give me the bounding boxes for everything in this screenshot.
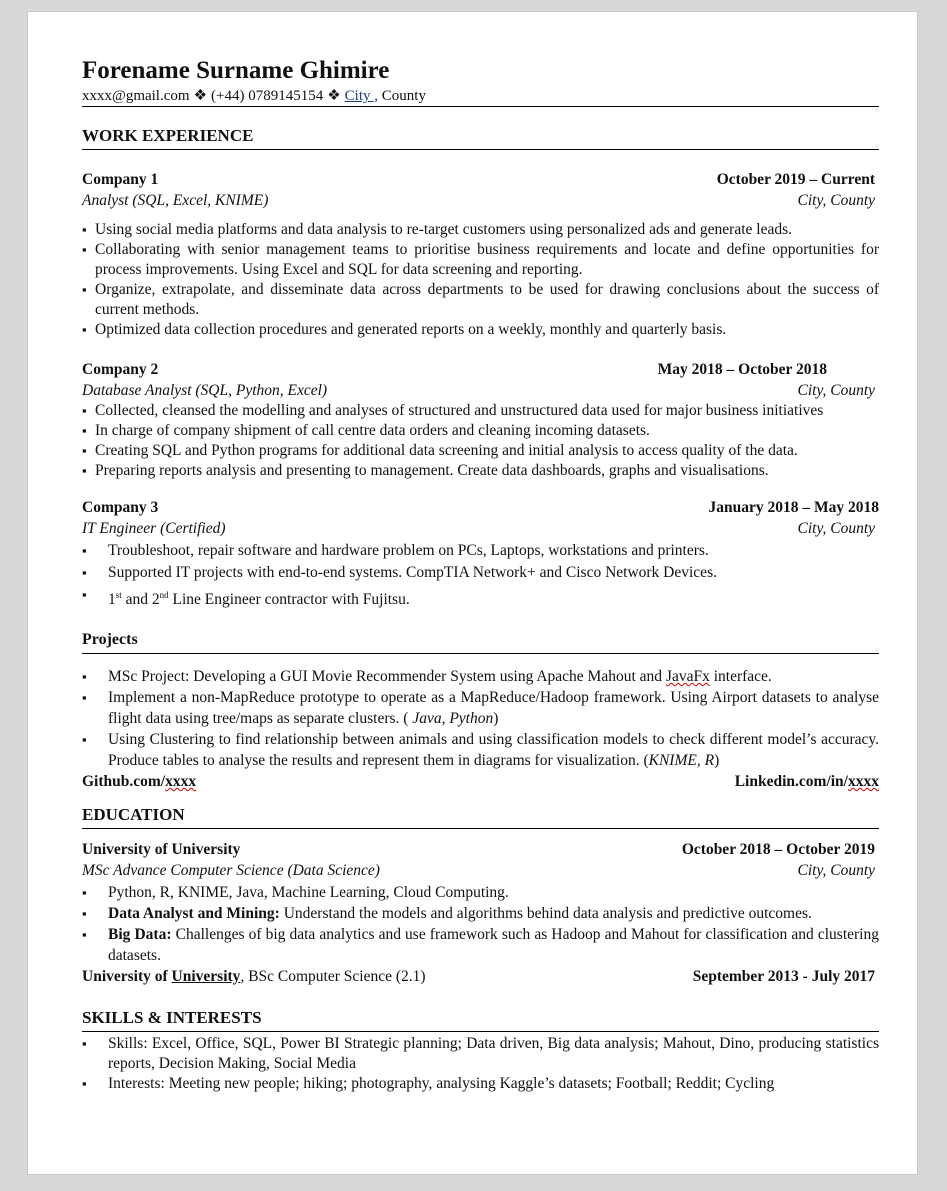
skills-list bbox=[82, 1034, 879, 1094]
education-dates: October 2018 – October 2019 bbox=[681, 841, 875, 859]
job-role: Database Analyst (SQL, Python, Excel) bbox=[82, 382, 328, 399]
job-subheader bbox=[82, 518, 879, 539]
list-item: ▪ Optimized data collection procedures and generated reports on a weekly, monthly and quarterly basis. bbox=[82, 320, 879, 340]
job-location: City, County bbox=[797, 382, 875, 399]
list-item: ▪ Collected, cleansed the modelling and analyses of structured and unstructured data used for major business initiatives bbox=[82, 401, 879, 421]
job-subheader bbox=[82, 190, 879, 211]
separator-icon: ❖ bbox=[327, 88, 341, 104]
ordinal: 1 bbox=[108, 591, 116, 609]
job-header bbox=[82, 497, 879, 518]
university-name: University of University bbox=[82, 841, 241, 859]
list-item bbox=[82, 729, 879, 771]
list-item: ▪ In charge of company shipment of call centre data orders and cleaning incoming datasets. bbox=[82, 421, 879, 441]
phone: (+44) 0789145154 bbox=[211, 88, 324, 104]
list-item bbox=[82, 903, 879, 924]
resume-content bbox=[82, 56, 879, 1094]
list-item: ▪ Skills: Excel, Office, SQL, Power BI Strategic planning; Data driven, Big data analysis; Mahout, Dino, producing statistics reports, Decision Making, Social Media bbox=[82, 1034, 879, 1074]
separator-icon: ❖ bbox=[193, 88, 208, 104]
skills-heading: SKILLS & INTERESTS bbox=[82, 1007, 879, 1032]
job-header bbox=[82, 359, 879, 380]
job-dates: October 2019 – Current bbox=[716, 171, 875, 188]
linkedin-link[interactable]: Linkedin.com/in/xxxx bbox=[734, 773, 879, 791]
company-name: Company 1 bbox=[82, 171, 159, 188]
contact-line bbox=[82, 86, 879, 107]
projects-list bbox=[82, 666, 879, 771]
bullet-text: Using Clustering to find relationship between animals and using classification models to check different model’s accuracy. Produce tables to analyse the results and represent them in diagrams for visualization. ( bbox=[108, 731, 879, 770]
company-name: Company 3 bbox=[82, 499, 159, 516]
bullet-label: Big Data: bbox=[108, 926, 172, 944]
job-2 bbox=[82, 359, 879, 481]
list-item: ▪ Organize, extrapolate, and disseminate data across departments to be used for drawing conclusions about the success of current methods. bbox=[82, 280, 879, 320]
list-item: ▪ Preparing reports analysis and presenting to management. Create data dashboards, graphs and visualisations. bbox=[82, 461, 879, 481]
job-dates: May 2018 – October 2018 bbox=[657, 361, 827, 378]
county: County bbox=[381, 88, 426, 104]
list-item: ▪ Creating SQL and Python programs for additional data screening and initial analysis to access quality of the data. bbox=[82, 441, 879, 461]
tech-tags: KNIME, R bbox=[648, 752, 715, 770]
projects-heading: Projects bbox=[82, 629, 879, 654]
bullet-text: Line Engineer contractor with Fujitsu. bbox=[172, 591, 410, 609]
company-name: Company 2 bbox=[82, 361, 159, 378]
job-3 bbox=[82, 497, 879, 611]
list-item: ▪ Interests: Meeting new people; hiking; photography, analysing Kaggle’s datasets; Football; Reddit; Cycling bbox=[82, 1074, 879, 1094]
profile-links bbox=[82, 771, 879, 792]
work-experience-heading: WORK EXPERIENCE bbox=[82, 125, 879, 150]
job-role: IT Engineer (Certified) bbox=[82, 520, 226, 537]
bullet-label: Data Analyst and Mining: bbox=[108, 905, 280, 923]
list-item bbox=[82, 924, 879, 966]
bullet-text: ) bbox=[493, 710, 499, 728]
list-item: ▪ Supported IT projects with end-to-end systems. CompTIA Network+ and Cisco Network Devices. bbox=[82, 562, 879, 584]
email[interactable]: xxxx@gmail.com bbox=[82, 88, 190, 104]
candidate-name: Forename Surname Ghimire bbox=[82, 57, 390, 84]
bullet-text: interface. bbox=[709, 668, 772, 686]
job-role: Analyst (SQL, Excel, KNIME) bbox=[82, 192, 269, 209]
list-item: ▪ Using social media platforms and data analysis to re-target customers using personalized ads and generate leads. bbox=[82, 220, 879, 240]
ordinal-suffix: nd bbox=[159, 590, 169, 600]
city-link[interactable]: City , bbox=[344, 88, 379, 104]
list-item: ▪ Collaborating with senior management teams to prioritise business requirements and locate and define opportunities for process improvements. Using Excel and SQL for data screening and reporting. bbox=[82, 240, 879, 280]
tech-tags: Java, Python bbox=[408, 710, 494, 728]
job-bullets bbox=[82, 401, 879, 481]
job-location: City, County bbox=[797, 520, 875, 537]
spellcheck-word: JavaFx bbox=[665, 668, 710, 686]
list-item bbox=[82, 584, 879, 611]
education-subheader bbox=[82, 860, 879, 881]
list-item: ▪ Python, R, KNIME, Java, Machine Learning, Cloud Computing. bbox=[82, 882, 879, 903]
education-dates: September 2013 - July 2017 bbox=[692, 968, 875, 986]
education-header bbox=[82, 839, 879, 860]
ordinal: and 2 bbox=[125, 591, 160, 609]
bullet-text: Challenges of big data analytics and use framework such as Hadoop and Mahout for classification and clustering datasets. bbox=[108, 926, 879, 965]
job-bullets bbox=[82, 540, 879, 611]
ordinal-suffix: st bbox=[115, 590, 122, 600]
job-subheader bbox=[82, 380, 879, 401]
university-2-name: University of University, BSc Computer Science (2.1) bbox=[82, 968, 426, 986]
resume-page bbox=[28, 12, 917, 1174]
job-bullets bbox=[82, 220, 879, 340]
education-university-1 bbox=[82, 839, 879, 966]
job-location: City, County bbox=[797, 192, 875, 209]
education-bullets bbox=[82, 882, 879, 966]
job-1 bbox=[82, 169, 879, 340]
list-item bbox=[82, 687, 879, 729]
bullet-text: Implement a non-MapReduce prototype to operate as a MapReduce/Hadoop framework. Using Airport datasets to analyse flight data using tree/maps as separate clusters. ( bbox=[108, 689, 879, 728]
bullet-text: ) bbox=[714, 752, 720, 770]
list-item bbox=[82, 666, 879, 687]
bullet-text: MSc Project: Developing a GUI Movie Recommender System using Apache Mahout and bbox=[108, 668, 666, 686]
education-university-2 bbox=[82, 966, 879, 987]
job-dates: January 2018 – May 2018 bbox=[708, 499, 879, 516]
education-location: City, County bbox=[797, 862, 875, 880]
degree: MSc Advance Computer Science (Data Science) bbox=[82, 862, 380, 880]
education-heading: EDUCATION bbox=[82, 804, 879, 829]
list-item: ▪ Troubleshoot, repair software and hardware problem on PCs, Laptops, workstations and printers. bbox=[82, 540, 879, 562]
job-header bbox=[82, 169, 879, 190]
github-link[interactable]: Github.com/xxxx bbox=[82, 773, 197, 791]
bullet-text: Understand the models and algorithms behind data analysis and predictive outcomes. bbox=[279, 905, 812, 923]
